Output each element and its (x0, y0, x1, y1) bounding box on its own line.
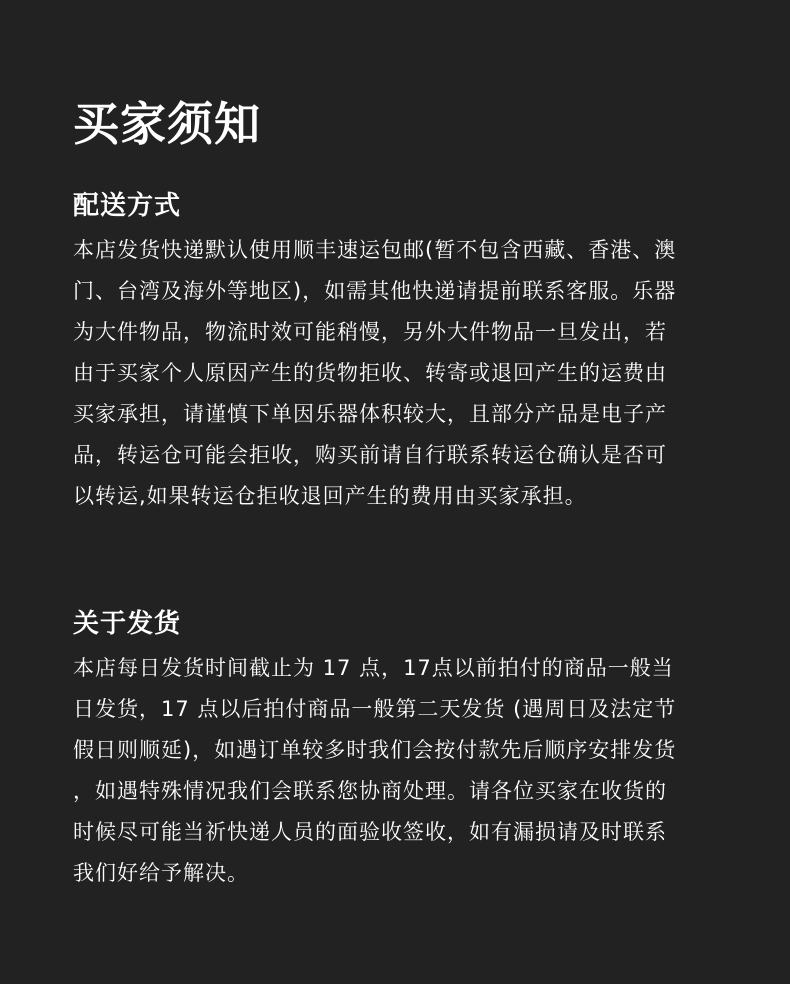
paragraph-line: ，如遇特殊情况我们会联系您协商处理。请各位买家在收货的 (73, 779, 667, 803)
paragraph-line: 以转运,如果转运仓拒收退回产生的费用由买家承担。 (73, 484, 587, 508)
section-title-dispatch: 关于发货 (73, 609, 182, 639)
paragraph-line: 日发货，17 点以后拍付商品一般第二天发货 (遇周日及法定节 (73, 697, 677, 721)
paragraph-line: 假日则顺延)，如遇订单较多时我们会按付款先后顺序安排发货 (73, 738, 677, 762)
paragraph-line: 门、台湾及海外等地区)，如需其他快递请提前联系客服。乐器 (73, 279, 677, 303)
section-title-shipping: 配送方式 (73, 191, 182, 221)
dispatch-body (73, 648, 733, 894)
shipping-method-section (73, 188, 733, 517)
paragraph-line: 本店发货快递默认使用顺丰速运包邮(暂不包含西藏、香港、澳 (73, 238, 677, 262)
paragraph-line: 我们好给予解决。 (73, 861, 249, 885)
paragraph-line: 由于买家个人原因产生的货物拒收、转寄或退回产生的运费由 (73, 361, 667, 385)
paragraph-line: 为大件物品，物流时效可能稍慢，另外大件物品一旦发出，若 (73, 320, 667, 344)
paragraph-line: 买家承担，请谨慎下单因乐器体积较大，且部分产品是电子产 (73, 402, 667, 426)
dispatch-section (73, 606, 733, 894)
paragraph-line: 本店每日发货时间截止为 17 点，17点以前拍付的商品一般当 (73, 656, 674, 680)
page-title: 买家须知 (73, 97, 261, 151)
paragraph-line: 时候尽可能当祈快递人员的面验收签收，如有漏损请及时联系 (73, 820, 667, 844)
shipping-method-body (73, 230, 733, 517)
paragraph-line: 品，转运仓可能会拒收，购买前请自行联系转运仓确认是否可 (73, 443, 667, 467)
